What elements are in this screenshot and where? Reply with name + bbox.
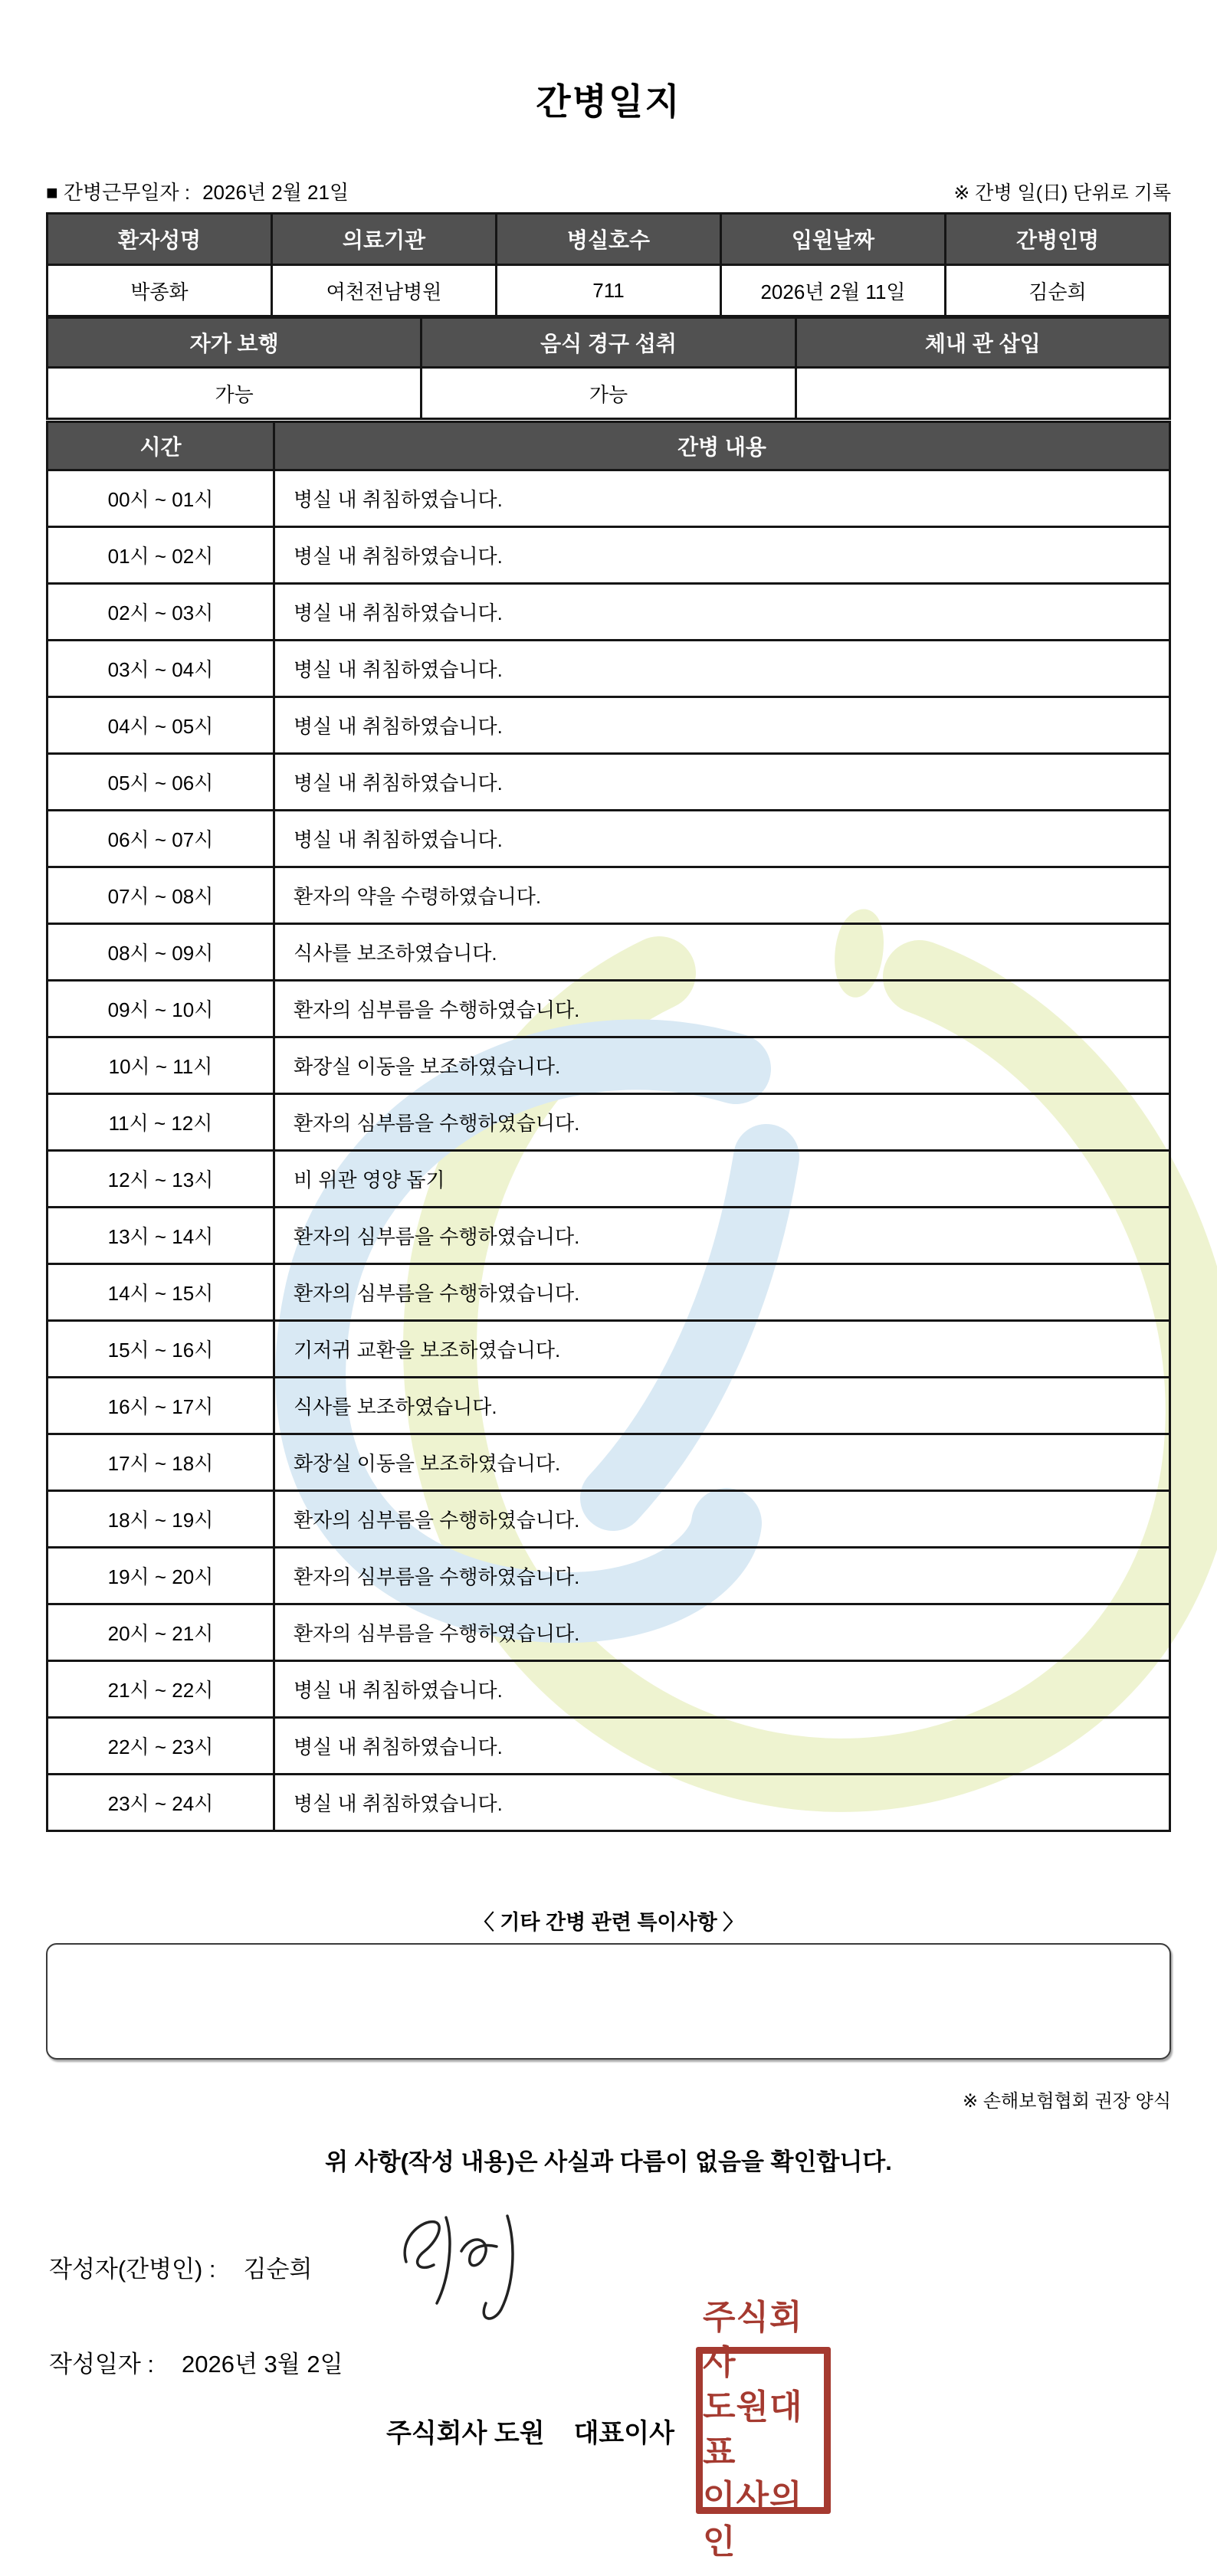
care-time-cell: 17시 ~ 18시: [48, 1434, 274, 1491]
notes-heading: 〈 기타 간병 관련 특이사항 〉: [473, 1911, 744, 1934]
care-content-cell: 환자의 심부름을 수행하였습니다.: [274, 981, 1170, 1037]
care-row: [48, 1775, 1170, 1831]
writer-line: [49, 2250, 312, 2284]
care-row: [48, 470, 1170, 527]
care-content-cell: 환자의 심부름을 수행하였습니다.: [274, 1491, 1170, 1548]
page-title: 간병일지: [536, 81, 681, 122]
care-content-cell: 화장실 이동을 보조하였습니다.: [274, 1037, 1170, 1094]
status-header-row: [48, 318, 1170, 368]
care-row: [48, 527, 1170, 584]
admission-date-value: 2026년 2월 11일: [721, 265, 946, 316]
stamp-line-2: 도원대표: [702, 2388, 803, 2471]
care-content-cell: 환자의 심부름을 수행하였습니다.: [274, 1604, 1170, 1661]
care-time-cell: 13시 ~ 14시: [48, 1208, 274, 1264]
care-row: [48, 1208, 1170, 1264]
patient-status-table: [46, 316, 1171, 420]
hospital-value: 여천전남병원: [272, 265, 497, 316]
care-row: [48, 867, 1170, 924]
meta-row: [46, 177, 1171, 205]
time-header: 시간: [48, 422, 274, 470]
care-work-date-value: 2026년 2월 21일: [202, 181, 349, 204]
care-content-cell: 기저귀 교환을 보조하였습니다.: [274, 1321, 1170, 1378]
care-time-cell: 14시 ~ 15시: [48, 1264, 274, 1321]
care-content-cell: 환자의 심부름을 수행하였습니다.: [274, 1208, 1170, 1264]
care-content-cell: 병실 내 취침하였습니다.: [274, 527, 1170, 584]
patient-info-table: [46, 212, 1171, 317]
care-time-cell: 15시 ~ 16시: [48, 1321, 274, 1378]
care-time-cell: 11시 ~ 12시: [48, 1094, 274, 1151]
care-row: [48, 1718, 1170, 1775]
care-row: [48, 641, 1170, 697]
hourly-care-table: [46, 421, 1171, 1832]
patient-value-row: [48, 265, 1170, 316]
care-time-cell: 22시 ~ 23시: [48, 1718, 274, 1775]
date-value: 2026년 3월 2일: [182, 2351, 343, 2378]
care-time-cell: 02시 ~ 03시: [48, 584, 274, 641]
tube-insertion-value: [795, 368, 1169, 419]
status-value-row: [48, 368, 1170, 419]
notes-box: [46, 1943, 1171, 2060]
care-content-cell: 병실 내 취침하였습니다.: [274, 1775, 1170, 1831]
admission-date-header: 입원날짜: [721, 214, 946, 265]
self-walking-value: 가능: [48, 368, 422, 419]
care-time-cell: 19시 ~ 20시: [48, 1548, 274, 1604]
care-time-cell: 21시 ~ 22시: [48, 1661, 274, 1718]
care-time-cell: 12시 ~ 13시: [48, 1151, 274, 1208]
care-row: [48, 1151, 1170, 1208]
care-time-cell: 03시 ~ 04시: [48, 641, 274, 697]
room-number-value: 711: [497, 265, 721, 316]
care-row: [48, 1264, 1170, 1321]
care-row: [48, 1094, 1170, 1151]
care-time-cell: 10시 ~ 11시: [48, 1037, 274, 1094]
room-number-header: 병실호수: [497, 214, 721, 265]
care-time-cell: 09시 ~ 10시: [48, 981, 274, 1037]
date-label: 작성일자 :: [49, 2351, 155, 2378]
ceo-title: 대표이사: [573, 2418, 674, 2448]
care-row: [48, 1661, 1170, 1718]
care-content-cell: 병실 내 취침하였습니다.: [274, 1661, 1170, 1718]
writer-label: 작성자(간병인) :: [49, 2256, 216, 2283]
care-time-cell: 08시 ~ 09시: [48, 924, 274, 981]
hospital-header: 의료기관: [272, 214, 497, 265]
care-row: [48, 1491, 1170, 1548]
writer-name: 김순희: [243, 2256, 313, 2283]
care-content-cell: 병실 내 취침하였습니다.: [274, 641, 1170, 697]
company-name: 주식회사 도원: [386, 2418, 545, 2448]
care-row: [48, 584, 1170, 641]
stamp-line-3: 이사의인: [702, 2478, 803, 2561]
caregiver-name-header: 간병인명: [946, 214, 1170, 265]
care-content-cell: 식사를 보조하였습니다.: [274, 1378, 1170, 1434]
care-header-row: [48, 422, 1170, 470]
care-row: [48, 981, 1170, 1037]
care-row: [48, 697, 1170, 754]
care-time-cell: 06시 ~ 07시: [48, 811, 274, 867]
care-content-cell: 환자의 심부름을 수행하였습니다.: [274, 1264, 1170, 1321]
care-content-cell: 환자의 심부름을 수행하였습니다.: [274, 1094, 1170, 1151]
care-row: [48, 1548, 1170, 1604]
care-row: [48, 1604, 1170, 1661]
care-content-cell: 병실 내 취침하였습니다.: [274, 584, 1170, 641]
care-work-date-label: ■ 간병근무일자 :: [46, 181, 191, 204]
care-time-cell: 04시 ~ 05시: [48, 697, 274, 754]
care-row: [48, 1037, 1170, 1094]
care-time-cell: 16시 ~ 17시: [48, 1378, 274, 1434]
care-content-cell: 병실 내 취침하였습니다.: [274, 754, 1170, 811]
form-note: ※ 손해보험협회 권장 양식: [963, 2091, 1171, 2112]
confirmation-statement: 위 사항(작성 내용)은 사실과 다름이 없음을 확인합니다.: [325, 2148, 892, 2175]
care-content-cell: 병실 내 취침하였습니다.: [274, 811, 1170, 867]
stamp-line-1: 주식회사: [702, 2299, 803, 2381]
care-content-cell: 식사를 보조하였습니다.: [274, 924, 1170, 981]
care-time-cell: 01시 ~ 02시: [48, 527, 274, 584]
company-block: [0, 2299, 1217, 2561]
caregiver-signature: [395, 2211, 549, 2325]
patient-name-value: 박종화: [48, 265, 272, 316]
care-content-cell: 병실 내 취침하였습니다.: [274, 470, 1170, 527]
caregiver-name-value: 김순희: [946, 265, 1170, 316]
self-walking-header: 자가 보행: [48, 318, 422, 368]
care-work-date: [46, 177, 349, 205]
care-time-cell: 20시 ~ 21시: [48, 1604, 274, 1661]
care-row: [48, 811, 1170, 867]
patient-header-row: [48, 214, 1170, 265]
care-row: [48, 1321, 1170, 1378]
care-content-cell: 병실 내 취침하였습니다.: [274, 697, 1170, 754]
oral-intake-header: 음식 경구 섭취: [422, 318, 795, 368]
care-time-cell: 23시 ~ 24시: [48, 1775, 274, 1831]
care-row: [48, 1434, 1170, 1491]
care-content-cell: 병실 내 취침하였습니다.: [274, 1718, 1170, 1775]
care-content-cell: 비 위관 영양 돕기: [274, 1151, 1170, 1208]
care-content-cell: 환자의 약을 수령하였습니다.: [274, 867, 1170, 924]
care-time-cell: 18시 ~ 19시: [48, 1491, 274, 1548]
care-content-cell: 화장실 이동을 보조하였습니다.: [274, 1434, 1170, 1491]
care-row: [48, 754, 1170, 811]
care-time-cell: 07시 ~ 08시: [48, 867, 274, 924]
care-row: [48, 1378, 1170, 1434]
tube-insertion-header: 체내 관 삽입: [795, 318, 1169, 368]
care-time-cell: 05시 ~ 06시: [48, 754, 274, 811]
care-content-cell: 환자의 심부름을 수행하였습니다.: [274, 1548, 1170, 1604]
oral-intake-value: 가능: [422, 368, 795, 419]
care-content-header: 간병 내용: [274, 422, 1170, 470]
unit-note: ※ 간병 일(日) 단위로 기록: [953, 182, 1171, 204]
care-time-cell: 00시 ~ 01시: [48, 470, 274, 527]
patient-name-header: 환자성명: [48, 214, 272, 265]
care-row: [48, 924, 1170, 981]
company-seal-stamp: [696, 2299, 831, 2561]
